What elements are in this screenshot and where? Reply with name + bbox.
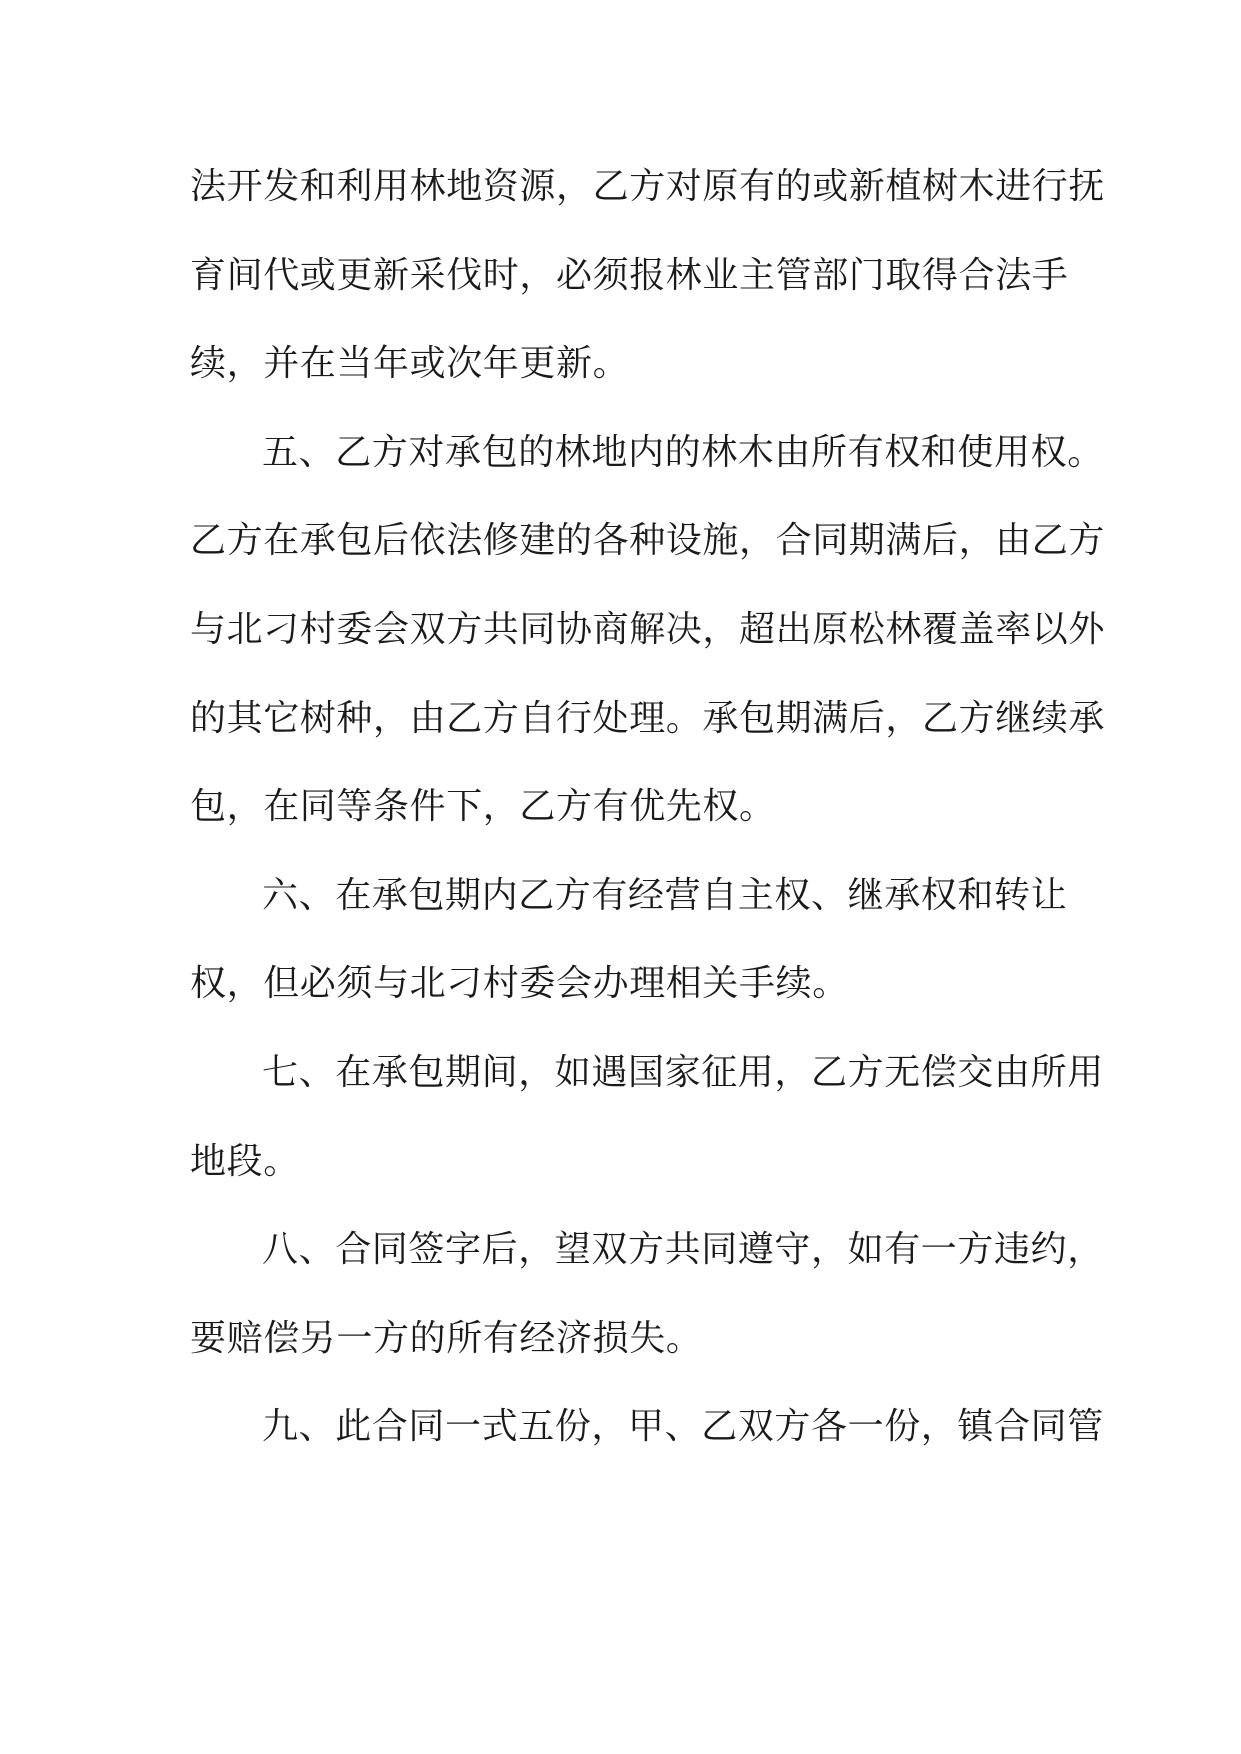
clause-five-start: 五、乙方对承包的林地内的林木由所有权和使用权。 [262,431,1104,473]
text-line: 与北刁村委会双方共同协商解决，超出原松林覆盖率以外 [190,608,1106,650]
clause-eight-start: 八、合同签字后，望双方共同遵守，如有一方违约， [262,1229,1104,1271]
text-line: 地段。 [190,1140,300,1182]
text-line: 要赔偿另一方的所有经济损失。 [190,1317,703,1359]
text-line: 法开发和利用林地资源，乙方对原有的或新植树木进行抚 [190,166,1106,207]
text-line: 权，但必须与北刁村委会办理相关手续。 [190,963,849,1005]
clause-nine-start: 九、此合同一式五份，甲、乙双方各一份，镇合同管 [262,1406,1104,1448]
text-line: 的其它树种，由乙方自行处理。承包期满后，乙方继续承 [190,697,1106,739]
text-line: 包，在同等条件下，乙方有优先权。 [190,786,776,828]
text-line: 育间代或更新采伐时，必须报林业主管部门取得合法手 [190,254,1069,296]
text-line: 乙方在承包后依法修建的各种设施，合同期满后，由乙方 [190,520,1106,562]
text-line: 续，并在当年或次年更新。 [190,343,630,385]
clause-seven-start: 七、在承包期间，如遇国家征用，乙方无偿交由所用 [262,1051,1104,1093]
document-body [190,166,1106,1496]
clause-six-start: 六、在承包期内乙方有经营自主权、继承权和转让 [262,874,1068,916]
